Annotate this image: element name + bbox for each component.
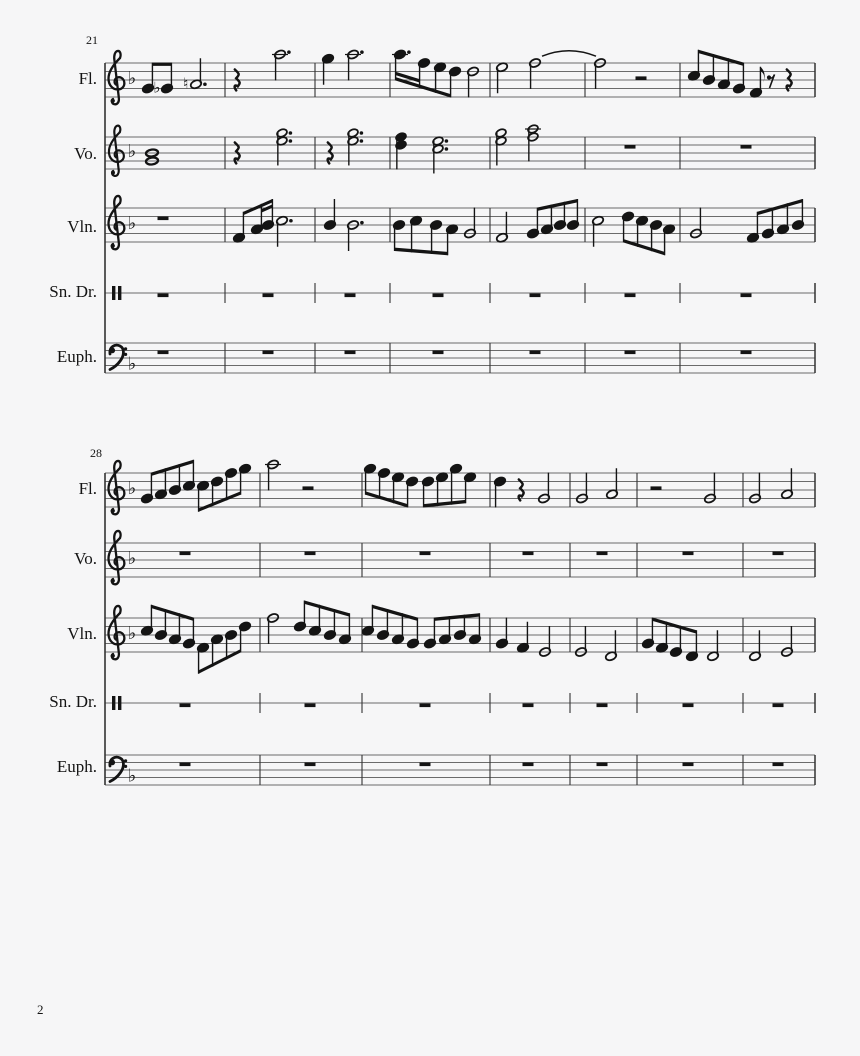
staff-lines (105, 755, 815, 785)
treble-clef-icon (109, 51, 125, 104)
key-signature-flat: ♭ (127, 213, 137, 234)
measure-number-28: 28 (90, 446, 102, 460)
instrument-label-violin-system1: Vln. (67, 217, 97, 236)
key-signature-flat: ♭ (127, 68, 137, 89)
svg-text:♭: ♭ (153, 78, 161, 97)
staff-lines (105, 543, 815, 577)
treble-clef-icon (109, 606, 125, 659)
treble-clef-icon (109, 461, 125, 514)
measure-number-21: 21 (86, 33, 98, 47)
treble-clef-icon (109, 126, 124, 176)
key-signature-flat: ♭ (127, 765, 137, 787)
instrument-label-violin-system2: Vln. (67, 624, 97, 643)
treble-clef-icon (109, 196, 125, 249)
instrument-label-euphonium-system2: Euph. (56, 757, 97, 776)
page-number: 2 (37, 1002, 44, 1017)
instrument-label-voice-system2: Vo. (74, 549, 97, 568)
key-signature-flat: ♭ (127, 548, 137, 569)
instrument-label-snaredrum-system1: Sn. Dr. (49, 282, 97, 301)
staff-notation (158, 294, 752, 298)
key-signature-flat: ♭ (127, 353, 137, 375)
barlines (105, 473, 815, 785)
staff-notation (141, 459, 794, 512)
staff-notation (158, 199, 805, 255)
staff-notation (180, 763, 784, 767)
staff-notation (180, 704, 784, 708)
key-signature-flat: ♭ (127, 478, 137, 499)
svg-text:♮: ♮ (183, 74, 189, 93)
staff-notation (158, 351, 752, 355)
staff-notation (142, 49, 792, 98)
staff-notation (146, 124, 752, 174)
staff-notation (141, 601, 794, 674)
instrument-label-flute-system1: Fl. (78, 69, 97, 88)
staff-notation (180, 552, 784, 556)
key-signature-flat: ♭ (127, 623, 137, 644)
key-signature-flat: ♭ (127, 141, 137, 162)
barlines (105, 63, 815, 373)
instrument-label-flute-system2: Fl. (78, 479, 97, 498)
staff-lines (105, 137, 815, 169)
staff-lines (105, 343, 815, 373)
staff-lines (105, 208, 815, 242)
treble-clef-icon (109, 531, 125, 584)
instrument-label-voice-system1: Vo. (74, 144, 97, 163)
instrument-label-euphonium-system1: Euph. (56, 347, 97, 366)
instrument-label-snaredrum-system2: Sn. Dr. (49, 692, 97, 711)
